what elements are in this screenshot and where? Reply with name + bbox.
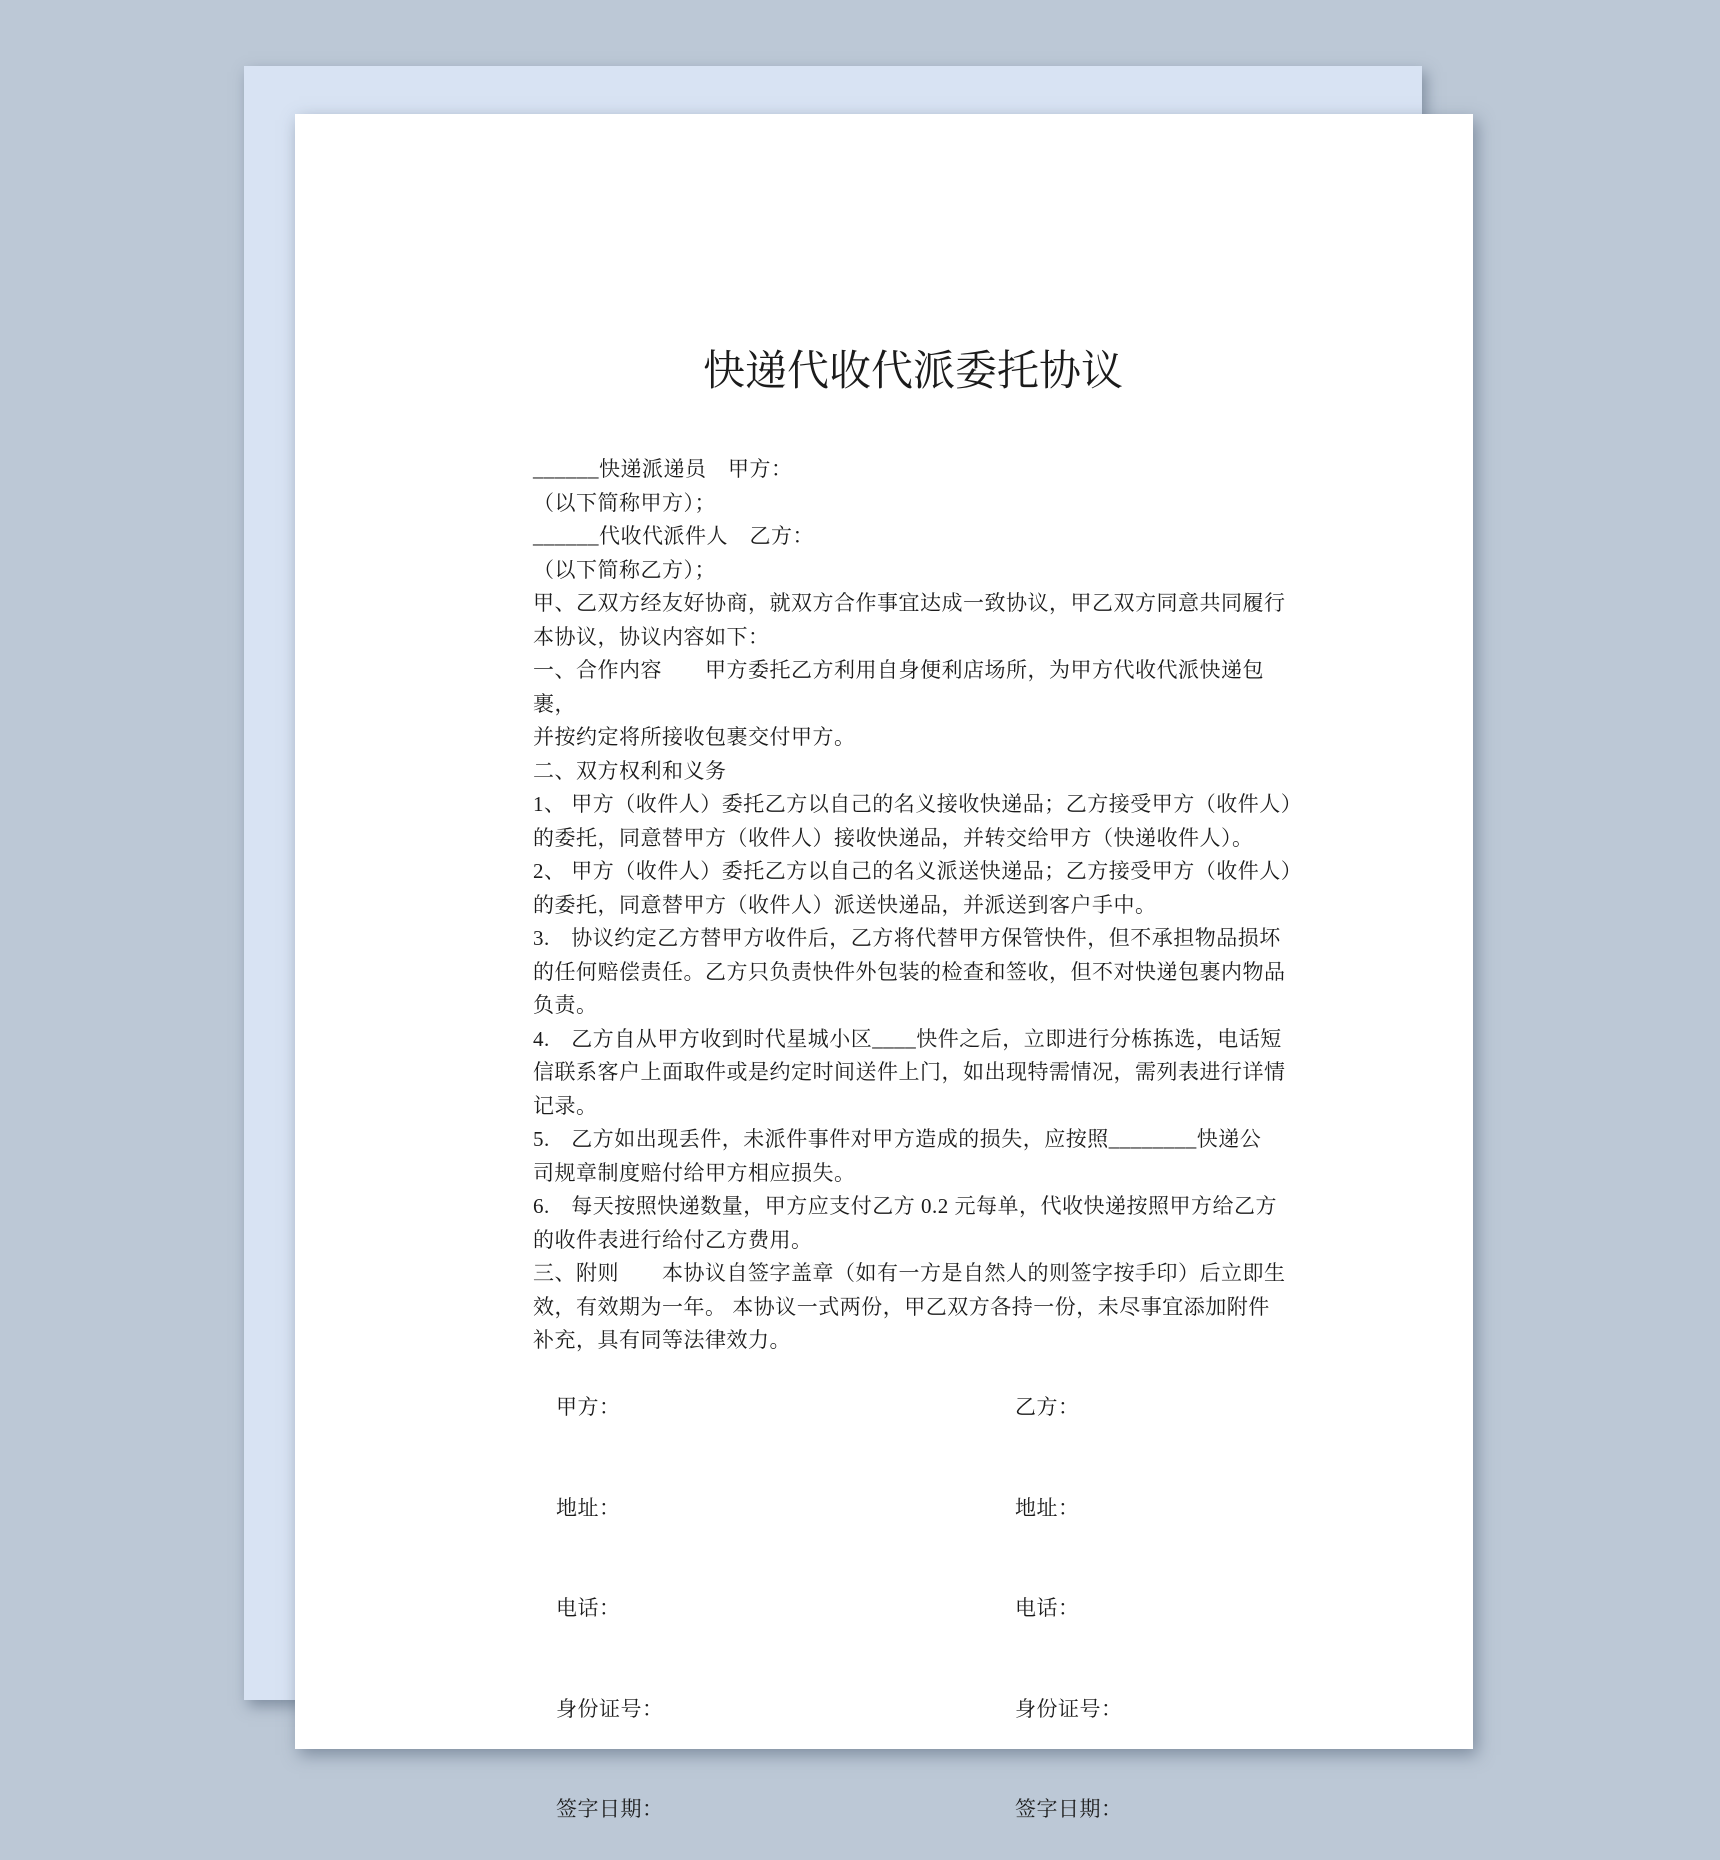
signature-row [533,1659,1293,1760]
document-line: 效，有效期为一年。 本协议一式两份，甲乙双方各持一份，未尽事宜添加附件 [533,1291,1293,1325]
document-line: 二、双方权利和义务 [533,755,1293,789]
signature-label-party-a-column: 身份证号： [556,1693,1015,1727]
document-line: 2、 甲方（收件人）委托乙方以自己的名义派送快递品；乙方接受甲方（收件人） [533,855,1293,889]
document-line: 记录。 [533,1090,1293,1124]
document-line: ______代收代派件人 乙方： [533,520,1293,554]
body-lines-container [533,453,1293,1358]
document-line: （以下简称甲方）； [533,487,1293,521]
document-line: 司规章制度赔付给甲方相应损失。 [533,1157,1293,1191]
signature-label-party-a-column: 甲方： [556,1391,1015,1425]
document-line: 信联系客户上面取件或是约定时间送件上门，如出现特需情况，需列表进行详情 [533,1056,1293,1090]
document-line: 5. 乙方如出现丢件，未派件事件对甲方造成的损失，应按照________快递公 [533,1123,1293,1157]
document-line: 本协议，协议内容如下： [533,621,1293,655]
document-line: 3. 协议约定乙方替甲方收件后，乙方将代替甲方保管快件，但不承担物品损坏 [533,922,1293,956]
signature-block [533,1358,1293,1860]
document-line: 一、合作内容 甲方委托乙方利用自身便利店场所，为甲方代收代派快递包裹， [533,654,1293,721]
signature-row [533,1458,1293,1559]
document-line: 的任何赔偿责任。乙方只负责快件外包装的检查和签收，但不对快递包裹内物品 [533,956,1293,990]
document-line: ______快递派递员 甲方： [533,453,1293,487]
document-line: 1、 甲方（收件人）委托乙方以自己的名义接收快递品；乙方接受甲方（收件人） [533,788,1293,822]
signature-label-party-b-column: 乙方： [1015,1395,1080,1419]
document-line: 负责。 [533,989,1293,1023]
document-line: 并按约定将所接收包裹交付甲方。 [533,721,1293,755]
document-body [533,453,1293,1860]
document-line: 6. 每天按照快递数量，甲方应支付乙方 0.2 元每单，代收快递按照甲方给乙方 [533,1190,1293,1224]
signature-label-party-a-column: 地址： [556,1492,1015,1526]
document-line: 的收件表进行给付乙方费用。 [533,1224,1293,1258]
document-line: 的委托，同意替甲方（收件人）接收快递品，并转交给甲方（快递收件人）。 [533,822,1293,856]
signature-row [533,1358,1293,1459]
signature-label-party-a-column: 电话： [556,1592,1015,1626]
document-line: 的委托，同意替甲方（收件人）派送快递品，并派送到客户手中。 [533,889,1293,923]
signature-row [533,1760,1293,1860]
signature-label-party-b-column: 签字日期： [1015,1797,1123,1821]
signature-label-party-b-column: 地址： [1015,1496,1080,1520]
document-page [295,114,1473,1749]
signature-row [533,1559,1293,1660]
document-line: 补充，具有同等法律效力。 [533,1324,1293,1358]
document-line: 甲、乙双方经友好协商，就双方合作事宜达成一致协议，甲乙双方同意共同履行 [533,587,1293,621]
document-line: 三、附则 本协议自签字盖章（如有一方是自然人的则签字按手印）后立即生 [533,1257,1293,1291]
signature-label-party-b-column: 身份证号： [1015,1697,1123,1721]
document-line: （以下简称乙方）； [533,554,1293,588]
signature-label-party-b-column: 电话： [1015,1596,1080,1620]
signature-label-party-a-column: 签字日期： [556,1793,1015,1827]
document-title: 快递代收代派委托协议 [533,350,1293,394]
document-line: 4. 乙方自从甲方收到时代星城小区____快件之后，立即进行分栋拣选，电话短 [533,1023,1293,1057]
